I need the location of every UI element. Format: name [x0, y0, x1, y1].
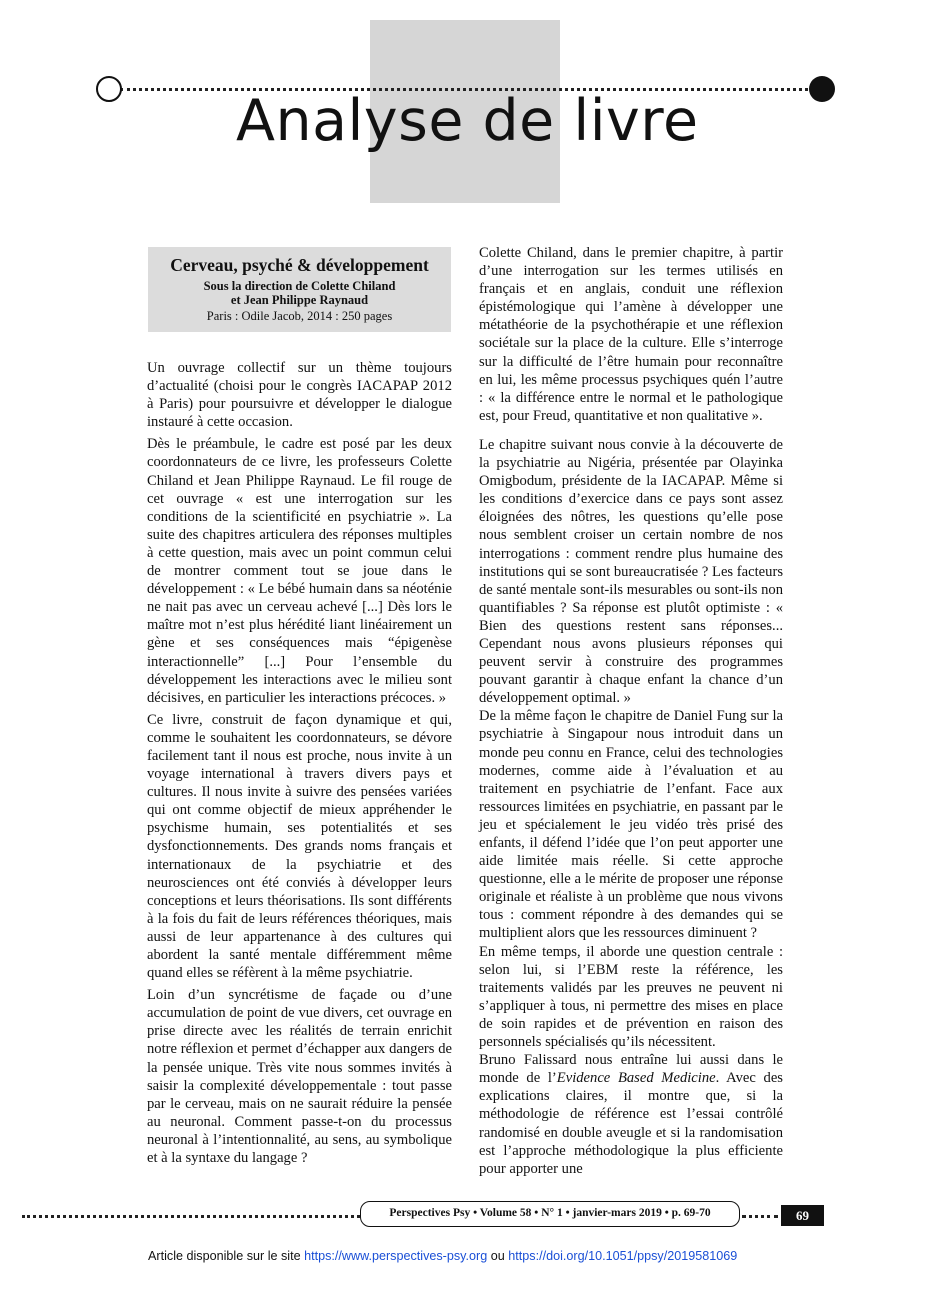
paragraph: En même temps, il aborde une question centrale : selon lui, si l’EBM reste la référence, les traitements validés par les preuves ne peuvent ni s’appliquer à tous, ni permettre des mises en place de soin rapides et de prévention en raison des personnels spécialisés qu’ils nécessitent.	[479, 943, 783, 1051]
availability-middle: ou	[487, 1249, 509, 1263]
footer-dotted-rule-right	[742, 1215, 778, 1218]
doi-link[interactable]: https://doi.org/10.1051/ppsy/2019581069	[508, 1249, 738, 1263]
text-run: Bruno Falissard nous entraîne lui aussi dans le monde de l’	[479, 1052, 783, 1087]
paragraph: Colette Chiland, dans le premier chapitre, à partir d’une interrogation sur les termes utilisés en français et en anglais, conduit une réflexion épistémologique qui l’amène à développer une métathéorie de la psychothérapie et une réflexion sociétale sur la place de la culture. Elle s’interroge sur la difficulté de l’être humain pour reconnaître en lui, les même processus psychiques quén l’autre : « la différence entre le normal et le pathologique est, pour Freud, quantitative et non qualitative ».	[479, 245, 783, 424]
journal-site-link[interactable]: https://www.perspectives-psy.org	[304, 1249, 488, 1263]
text-run: . Avec des explications claires, il montre que, si la méthodologie de référence est l’essai contrôlé randomisé en double aveugle et si la randomisation est l’approche méthodologique la plus efficiente pour apporter une	[479, 1070, 783, 1177]
open-circle-ornament	[96, 76, 122, 102]
italic-term: Evidence Based Medicine	[556, 1070, 716, 1087]
paragraph: Loin d’un syncrétisme de façade ou d’une accumulation de point de vue divers, cet ouvrage en prise directe avec les réalités de terrain enrichit notre réflexion et permet d’échapper aux dangers de la pensée unique. Très vite nous sommes invités à saisir la complexité développementale : tout passe par le cerveau, mais on ne saurait réduire la pensée au neuronal. Comment passe-t-on du processus neuronal à l’intentionnalité, au sens, au symbolique et à la syntaxe du langage ?	[147, 987, 452, 1167]
page-title: Analyse de livre	[236, 88, 699, 154]
left-column	[147, 359, 452, 1167]
footer-dotted-rule-left	[22, 1215, 360, 1218]
paragraph: De la même façon le chapitre de Daniel Fung sur la psychiatrie à Singapour nous introduit dans un monde peu connu en France, celui des technologies modernes, comme aide à l’évaluation et au traitement en psychiatrie de l’enfant. Face aux ressources limitées en psychiatrie, en passant par le jeu et spécialement le jeu vidéo très prisé des enfants, il défend l’idée que l’on peut apporter une aide limitée mais réelle. Si cette approche questionne, elle a le mérite de proposer une réponse originale et réaliste à un problème que nous vivons tous : comment répondre à des demandes qui se multiplient alors que les ressources diminuent ?	[479, 708, 783, 942]
book-editors-line1: Sous la direction de Colette Chiland	[203, 279, 396, 293]
journal-citation: Perspectives Psy • Volume 58 • N° 1 • janvier-mars 2019 • p. 69-70	[360, 1201, 740, 1227]
paragraph: Ce livre, construit de façon dynamique et qui, comme le souhaitent les coordonnateurs, se dévore facilement tant il nous est proche, nous invite à un voyage international à travers divers pays et cultures. Il nous invite à suivre des pensées variées qui ont comme objectif de mieux appréhender le psychisme humain, ses potentialités et ses dysfonctionnements. Des grands noms français et internationaux de la psychiatrie et des neurosciences ont été conviés à développer leurs conceptions et leurs théorisations. Ils sont différents à la fois du fait de leurs références théoriques, mais aussi de leur appartenance à des cultures qui abordent la santé mentale différemment même quand elles se réfèrent à la même psychiatrie.	[147, 711, 452, 982]
book-editors-line2: et Jean Philippe Raynaud	[230, 293, 369, 307]
book-reference-box	[148, 247, 451, 332]
page-number: 69	[781, 1205, 824, 1226]
paragraph: Le chapitre suivant nous convie à la découverte de la psychiatrie au Nigéria, présentée par Olayinka Omigbodum, présidente de la IACAPAP. Même si les conditions d’exercice dans ce pays sont assez éloignées des nôtres, les questions qu’elle pose nous semblent croiser un certain nombre de nos interrogations : comment rendre plus humaine des institutions qui se sont bureaucratisée ? Les facteurs de santé mentale sont-ils mesurables ou sont-ils non quantifiables ? Sa réponse est plutôt optimiste : « Bien des questions restent sans réponses... Cependant nous avons plusieurs réponses qui peuvent servir à construire des programmes pouvant garantir à chaque enfant la chance d’un développement optimal. »	[479, 436, 783, 707]
book-title: Cerveau, psyché & développement	[170, 255, 429, 275]
paragraph: Un ouvrage collectif sur un thème toujours d’actualité (choisi pour le congrès IACAPAP 2012 à Paris) pour poursuivre et développer le dialogue instauré à cette occasion.	[147, 360, 452, 431]
availability-notice	[148, 1249, 737, 1263]
paragraph: Dès le préambule, le cadre est posé par les deux coordonnateurs de ce livre, les professeurs Colette Chiland et Jean Philippe Raynaud. Le fil rouge de cet ouvrage « est une interrogation sur les conditions de la scientificité en psychiatrie ». La suite des chapitres articulera des réponses multiples à cette question, mais avec un point commun celui de montrer comment tout se joue dans le développement : « Le bébé humain dans sa néoténie ne nait pas avec un cerveau achevé [...] Dès lors le maître mot n’est plus hérédité liant linéairement un gène et ses conséquences mais “épigenèse interactionnelle” [...] Pour l’ensemble du développement les interactions avec le milieu sont décisives, en particulier les interactions précoces. »	[147, 436, 452, 706]
availability-prefix: Article disponible sur le site	[148, 1249, 305, 1263]
book-publisher: Paris : Odile Jacob, 2014 : 250 pages	[206, 309, 393, 323]
filled-circle-ornament	[809, 76, 835, 102]
paragraph	[479, 1051, 783, 1178]
book-editors	[148, 279, 451, 307]
right-column	[479, 244, 783, 1178]
